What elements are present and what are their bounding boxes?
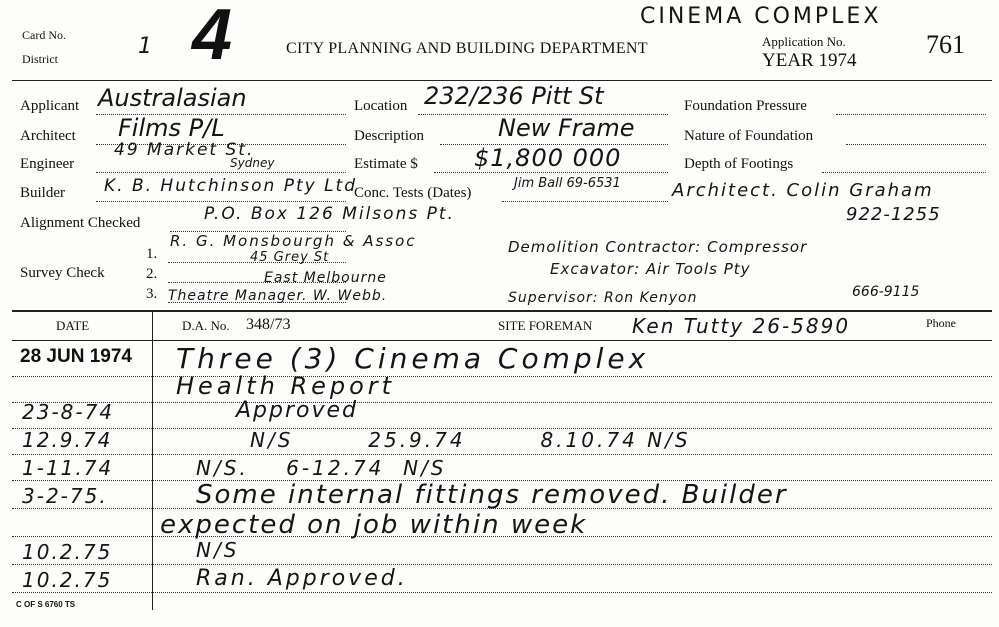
architect-value: Films P/L — [118, 114, 225, 142]
builder-value: K. B. Hutchinson Pty Ltd — [104, 176, 358, 196]
table-row-entry: N/S 25.9.74 8.10.74 N/S — [250, 428, 691, 452]
applicant-value: Australasian — [98, 84, 247, 112]
da-value: 348/73 — [246, 316, 291, 333]
architect-address: 49 Market St. — [114, 140, 255, 160]
table-row-date: 12.9.74 — [22, 428, 113, 452]
depth-footings-line — [822, 172, 986, 173]
architect-phone: 922-1255 — [846, 204, 941, 225]
table-row-entry: Ran. Approved. — [196, 566, 408, 591]
estimate-label: Estimate $ — [354, 156, 418, 172]
alignment-label: Alignment Checked — [20, 215, 141, 231]
table-row-date: 28 JUN 1974 — [20, 346, 132, 367]
form-code: C OF S 6760 TS — [16, 600, 76, 609]
application-number: 761 — [926, 30, 965, 59]
phone-label: Phone — [926, 316, 956, 330]
foundation-pressure-line — [836, 114, 986, 115]
builder-label: Builder — [20, 185, 65, 201]
survey-1-value: R. G. Monsbourgh & Assoc — [170, 232, 417, 250]
card-no-label: Card No. — [22, 28, 66, 42]
row-line — [12, 592, 992, 593]
foundation-pressure-label: Foundation Pressure — [684, 98, 807, 114]
table-row-entry: Health Report — [176, 372, 396, 400]
survey-1b-value: 45 Grey St — [250, 250, 330, 265]
table-row-date: 3-2-75. — [22, 484, 108, 508]
table-row-entry: Three (3) Cinema Complex — [176, 342, 650, 375]
excavator-value: Excavator: Air Tools Pty — [550, 260, 751, 278]
conc-tests-label: Conc. Tests (Dates) — [354, 185, 472, 201]
builder-line — [96, 201, 346, 202]
district-label: District — [22, 52, 58, 66]
card-number: 4 — [192, 0, 233, 75]
conc-tests-value: Jim Ball 69-6531 — [514, 176, 621, 191]
survey-num-3: 3. — [146, 286, 158, 302]
table-top-rule — [12, 310, 992, 312]
handwritten-title: CINEMA COMPLEX — [640, 4, 882, 29]
location-label: Location — [354, 98, 408, 114]
supervisor-value: Supervisor: Ron Kenyon — [508, 290, 698, 306]
table-row-entry: Approved — [236, 398, 359, 423]
survey-3-value: Theatre Manager. W. Webb. — [168, 288, 388, 304]
row-line — [12, 564, 992, 565]
foreman-label: SITE FOREMAN — [498, 318, 593, 333]
architect-note: Architect. Colin Graham — [672, 180, 934, 201]
da-label: D.A. No. — [182, 318, 230, 333]
alignment-value: P.O. Box 126 Milsons Pt. — [204, 204, 455, 224]
table-row-date: 23-8-74 — [22, 400, 115, 424]
engineer-value: Sydney — [230, 156, 275, 170]
row-line — [12, 454, 992, 455]
description-value: New Frame — [498, 114, 635, 142]
application-label: Application No. — [762, 34, 846, 49]
table-row-date: 10.2.75 — [22, 540, 113, 564]
estimate-value: $1,800 000 — [474, 144, 622, 172]
row-line — [12, 376, 992, 377]
depth-footings-label: Depth of Footings — [684, 156, 794, 172]
card-prefix: 1 — [138, 34, 152, 59]
table-row-date: 10.2.75 — [22, 568, 113, 592]
table-row-entry: Some internal fittings removed. Builder — [196, 480, 788, 510]
date-column-divider — [152, 310, 153, 610]
row-line — [12, 402, 992, 403]
nature-foundation-line — [846, 144, 986, 145]
survey-num-2: 2. — [146, 266, 158, 282]
date-header: DATE — [56, 318, 90, 333]
architect-label: Architect — [20, 128, 76, 144]
survey-2-value: East Melbourne — [264, 270, 387, 286]
year-label: YEAR 1974 — [762, 50, 857, 71]
description-label: Description — [354, 128, 424, 144]
top-rule — [12, 80, 992, 81]
estimate-line — [434, 172, 668, 173]
engineer-line — [96, 172, 346, 173]
table-row-entry: N/S. 6-12.74 N/S — [196, 456, 447, 480]
applicant-label: Applicant — [20, 98, 80, 114]
foreman-value: Ken Tutty 26-5890 — [632, 314, 851, 338]
nature-foundation-label: Nature of Foundation — [684, 128, 814, 144]
survey-num-1: 1. — [146, 246, 158, 262]
table-row-date: 1-11.74 — [22, 456, 114, 480]
supervisor-phone: 666-9115 — [852, 284, 920, 300]
conc-tests-line — [502, 201, 668, 202]
engineer-label: Engineer — [20, 156, 75, 172]
department-title: CITY PLANNING AND BUILDING DEPARTMENT — [286, 40, 648, 57]
table-header-rule — [12, 340, 992, 341]
demolition-value: Demolition Contractor: Compressor — [508, 238, 808, 256]
location-value: 232/236 Pitt St — [424, 82, 604, 110]
table-row-entry: N/S — [196, 538, 240, 562]
survey-label: Survey Check — [20, 265, 105, 281]
table-row-entry: expected on job within week — [160, 510, 588, 540]
